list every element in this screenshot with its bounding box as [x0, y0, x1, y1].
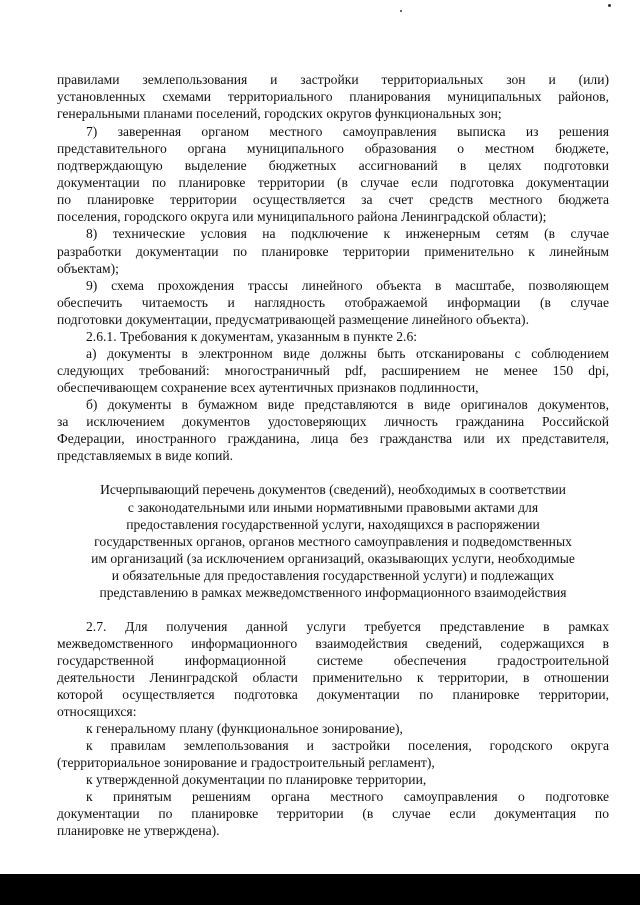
text-line: Федерации, иностранного гражданина, лица без гражданства или их представителя,: [57, 431, 609, 446]
text-line: следующих требований: многостраничный pdf, расширением не менее 150 dpi,: [57, 363, 609, 378]
text-line: разработки документации по планировке территории применительно к линейным: [57, 244, 609, 259]
text-line: планировке не утверждена).: [57, 823, 220, 838]
text-line: по планировке территории осуществляется за счет средств местного бюджета: [57, 192, 609, 207]
text-line: относящихся:: [57, 704, 137, 719]
scan-speck: [400, 10, 402, 12]
text-line: подготовки документации, предусматривающей размещение линейного объекта).: [57, 312, 529, 327]
text-line: к принятым решениям органа местного самоуправления о подготовке: [86, 789, 609, 804]
text-line: б) документы в бумажном виде представляются в виде оригиналов документов,: [86, 397, 609, 412]
text-line: а) документы в электронном виде должны быть отсканированы с соблюдением: [86, 346, 609, 361]
section-heading-line: им организаций (за исключением организаций, оказывающих услуги, необходимые: [91, 551, 575, 566]
text-line: подтверждающую выделение бюджетных ассигнований в целях подготовки: [57, 158, 609, 173]
section-heading-line: Исчерпывающий перечень документов (сведений), необходимых в соответствии: [100, 482, 566, 497]
text-line: 2.6.1. Требования к документам, указанным в пункте 2.6:: [86, 329, 418, 344]
text-line: за исключением документов удостоверяющих личность гражданина Российской: [57, 414, 609, 429]
text-line: 9) схема прохождения трассы линейного объекта в масштабе, позволяющем: [86, 278, 609, 293]
text-line: документации по планировке территории (в случае если документация по: [57, 806, 609, 821]
text-line: правилами землепользования и застройки территориальных зон и (или): [57, 72, 609, 87]
text-line: деятельности Ленинградской области применительно к территории, в отношении: [57, 670, 609, 685]
text-line: представительного органа муниципального образования о местном бюджете,: [57, 141, 609, 156]
text-line: документации по планировке территории (в случае если подготовка документации: [57, 175, 609, 190]
text-line: 8) технические условия на подключение к инженерным сетям (в случае: [86, 226, 609, 241]
section-heading-line: и обязательные для предоставления государственной услуги) и подлежащих: [111, 568, 555, 583]
text-line: обеспечивающем сохранение всех аутентичных признаков подлинности,: [57, 380, 479, 395]
text-line: межведомственного информационного взаимодействия сведений, содержащихся в: [57, 636, 609, 651]
text-line: обеспечить читаемость и наглядность отображаемой информации (в случае: [57, 295, 609, 310]
scan-speck: [608, 4, 611, 7]
text-line: к правилам землепользования и застройки поселения, городского округа: [86, 738, 609, 753]
text-line: государственной информационной системе обеспечения градостроительной: [57, 653, 609, 668]
section-heading-line: представлению в рамках межведомственного информационного взаимодействия: [99, 585, 567, 600]
text-line: (территориальное зонирование и градостроительный регламент),: [57, 755, 435, 770]
text-line: 2.7. Для получения данной услуги требуется представление в рамках: [86, 619, 609, 634]
text-line: объектам);: [57, 261, 119, 276]
text-line: поселения, городского округа или муниципального района Ленинградской области);: [57, 209, 547, 224]
text-line: которой осуществляется подготовка документации по планировке территории,: [57, 687, 609, 702]
text-line: к генеральному плану (функциональное зонирование),: [86, 721, 403, 736]
section-heading-line: предоставления государственной услуги, находящихся в распоряжении: [126, 517, 540, 532]
text-line: генеральными планами поселений, городских округов функциональных зон;: [57, 106, 502, 121]
text-line: к утвержденной документации по планировке территории,: [86, 772, 427, 787]
scan-border: [0, 874, 640, 905]
text-line: представляемых в виде копий.: [57, 448, 234, 463]
section-heading-line: с законодательными или иными нормативными правовыми актами для: [127, 500, 539, 515]
text-line: установленных схемами территориального планирования муниципальных районов,: [57, 89, 609, 104]
section-heading-line: государственных органов, органов местного самоуправления и подведомственных: [94, 534, 572, 549]
text-line: 7) заверенная органом местного самоуправления выписка из решения: [86, 124, 609, 139]
